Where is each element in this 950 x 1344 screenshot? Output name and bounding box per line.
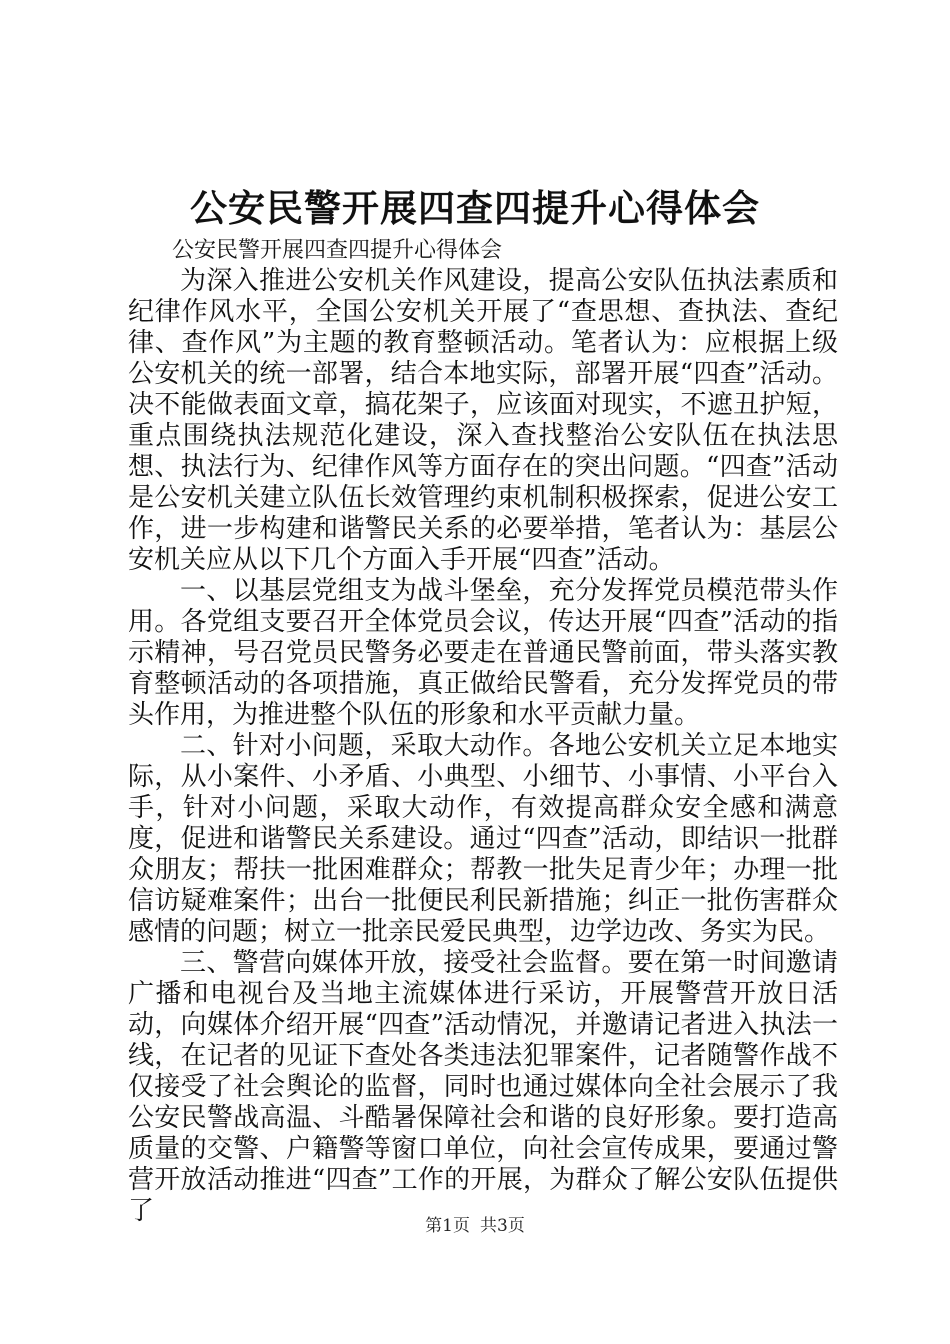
document-title: 公安民警开展四查四提升心得体会 <box>190 186 760 230</box>
page-number: 第1页 <box>425 1216 470 1236</box>
page-footer <box>0 1214 950 1238</box>
page-total: 共3页 <box>480 1216 525 1236</box>
paragraph-point-three: 三、警营向媒体开放，接受社会监督。要在第一时间邀请广播和电视台及当地主流媒体进行采访，开展警营开放日活动，向媒体介绍开展“四查”活动情况，并邀请记者进入执法一线，在记者的见证下查处各类违法犯罪案件，记者随警作战不仅接受了社会舆论的监督，同时也通过媒体向全社会展示了我公安民警战高温、斗酷暑保障社会和谐的良好形象。要打造高质量的交警、户籍警等窗口单位，向社会宣传成果，要通过警营开放活动推进“四查”工作的开展，为群众了解公安队伍提供了 <box>128 948 838 1226</box>
paragraph-point-two: 二、针对小问题，采取大动作。各地公安机关立足本地实际，从小案件、小矛盾、小典型、小细节、小事情、小平台入手，针对小问题，采取大动作，有效提高群众安全感和满意度，促进和谐警民关系建设。通过“四查”活动，即结识一批群众朋友；帮扶一批困难群众；帮教一批失足青少年；办理一批信访疑难案件；出台一批便民利民新措施；纠正一批伤害群众感情的问题；树立一批亲民爱民典型，边学边改、务实为民。 <box>128 731 838 947</box>
paragraph-intro: 为深入推进公安机关作风建设，提高公安队伍执法素质和纪律作风水平，全国公安机关开展了“查思想、查执法、查纪律、查作风”为主题的教育整顿活动。笔者认为：应根据上级公安机关的统一部署，结合本地实际，部署开展“四查”活动。决不能做表面文章，搞花架子，应该面对现实，不遮丑护短，重点围绕执法规范化建设，深入查找整治公安队伍在执法思想、执法行为、纪律作风等方面存在的突出问题。“四查”活动是公安机关建立队伍长效管理约束机制积极探索，促进公安工作，进一步构建和谐警民关系的必要举措，笔者认为：基层公安机关应从以下几个方面入手开展“四查”活动。 <box>128 266 838 575</box>
document-body <box>128 235 838 1227</box>
document-subtitle: 公安民警开展四查四提升心得体会 <box>172 238 503 263</box>
paragraph-point-one: 一、以基层党组支为战斗堡垒，充分发挥党员模范带头作用。各党组支要召开全体党员会议，传达开展“四查”活动的指示精神，号召党员民警务必要走在普通民警前面，带头落实教育整顿活动的各项措施，真正做给民警看，充分发挥党员的带头作用，为推进整个队伍的形象和水平贡献力量。 <box>128 576 838 730</box>
